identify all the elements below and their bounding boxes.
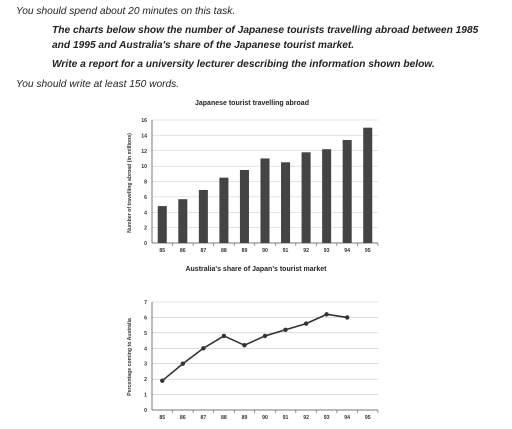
x-tick-label: 94 bbox=[344, 248, 351, 254]
time-instruction: You should spend about 20 minutes on this task. bbox=[16, 6, 236, 17]
line-chart-australia-share bbox=[127, 266, 378, 421]
bar-85 bbox=[158, 206, 167, 243]
x-tick-label: 95 bbox=[364, 248, 371, 254]
bar-93 bbox=[322, 149, 331, 243]
line-chart-series bbox=[160, 312, 349, 383]
point-91 bbox=[283, 328, 287, 332]
task-description-line-1: The charts below show the number of Japanese tourists travelling abroad between 1985 bbox=[52, 25, 479, 36]
point-87 bbox=[201, 346, 205, 350]
y-tick-label: 14 bbox=[141, 133, 147, 140]
bar-90 bbox=[260, 158, 269, 243]
x-tick-label: 88 bbox=[221, 248, 227, 254]
bar-91 bbox=[281, 162, 290, 243]
y-tick-label: 6 bbox=[144, 194, 147, 201]
task-description-line-2: and 1995 and Australia's share of the Japanese tourist market. bbox=[52, 40, 355, 51]
line-chart-y-ticks bbox=[144, 300, 147, 414]
y-tick-label: 12 bbox=[141, 148, 147, 155]
bar-chart-y-ticks bbox=[141, 118, 147, 247]
y-tick-label: 4 bbox=[144, 210, 147, 217]
point-89 bbox=[242, 343, 246, 347]
bar-chart-japanese-tourists bbox=[127, 100, 378, 254]
y-tick-label: 3 bbox=[144, 361, 147, 368]
y-tick-label: 7 bbox=[144, 300, 147, 306]
x-tick-label: 91 bbox=[282, 415, 289, 421]
bar-chart-x-ticks bbox=[159, 243, 378, 254]
line-chart-y-axis-label: Percentage coming to Australia bbox=[127, 318, 133, 396]
x-tick-label: 92 bbox=[303, 248, 309, 254]
x-tick-label: 87 bbox=[200, 415, 207, 421]
x-tick-label: 89 bbox=[241, 248, 248, 254]
point-92 bbox=[304, 321, 308, 325]
x-tick-label: 93 bbox=[323, 415, 330, 421]
y-tick-label: 5 bbox=[144, 330, 147, 337]
y-tick-label: 2 bbox=[144, 225, 147, 232]
y-tick-label: 8 bbox=[144, 179, 147, 186]
y-tick-label: 0 bbox=[144, 408, 147, 414]
line-chart-x-ticks bbox=[159, 410, 378, 421]
point-86 bbox=[181, 362, 185, 366]
bar-86 bbox=[178, 199, 187, 243]
x-tick-label: 85 bbox=[159, 415, 166, 421]
point-88 bbox=[222, 334, 226, 338]
y-tick-label: 4 bbox=[144, 346, 147, 353]
point-90 bbox=[263, 334, 267, 338]
x-tick-label: 88 bbox=[221, 415, 227, 421]
x-tick-label: 93 bbox=[323, 248, 330, 254]
y-tick-label: 10 bbox=[141, 164, 147, 171]
x-tick-label: 86 bbox=[179, 415, 186, 421]
y-tick-label: 2 bbox=[144, 377, 147, 384]
point-85 bbox=[160, 378, 164, 382]
x-tick-label: 90 bbox=[262, 248, 268, 254]
line-chart-grid bbox=[152, 302, 378, 410]
bar-92 bbox=[302, 152, 311, 243]
bar-chart-title: Japanese tourist travelling abroad bbox=[195, 100, 309, 107]
bar-chart-y-axis-label: Number of travelling abroad (in millions) bbox=[127, 133, 133, 233]
point-93 bbox=[324, 312, 328, 316]
x-tick-label: 86 bbox=[179, 248, 186, 254]
x-tick-label: 92 bbox=[303, 415, 309, 421]
x-tick-label: 87 bbox=[200, 248, 207, 254]
report-instruction: Write a report for a university lecturer describing the information shown below. bbox=[52, 59, 435, 70]
bar-87 bbox=[199, 190, 208, 243]
y-tick-label: 6 bbox=[144, 315, 147, 322]
bar-95 bbox=[363, 128, 372, 243]
y-tick-label: 1 bbox=[144, 392, 147, 399]
bar-94 bbox=[343, 140, 352, 243]
line-series-path bbox=[162, 314, 347, 380]
y-tick-label: 0 bbox=[144, 241, 147, 247]
point-94 bbox=[345, 315, 349, 319]
x-tick-label: 89 bbox=[241, 415, 248, 421]
word-count-instruction: You should write at least 150 words. bbox=[16, 79, 180, 90]
x-tick-label: 94 bbox=[344, 415, 351, 421]
x-tick-label: 90 bbox=[262, 415, 268, 421]
x-tick-label: 91 bbox=[282, 248, 289, 254]
bar-88 bbox=[219, 178, 228, 243]
x-tick-label: 85 bbox=[159, 248, 166, 254]
bar-chart-bars bbox=[158, 128, 372, 243]
bar-89 bbox=[240, 170, 249, 243]
line-chart-title: Australia's share of Japan's tourist market bbox=[185, 266, 327, 273]
y-tick-label: 16 bbox=[141, 118, 147, 124]
x-tick-label: 95 bbox=[364, 415, 371, 421]
